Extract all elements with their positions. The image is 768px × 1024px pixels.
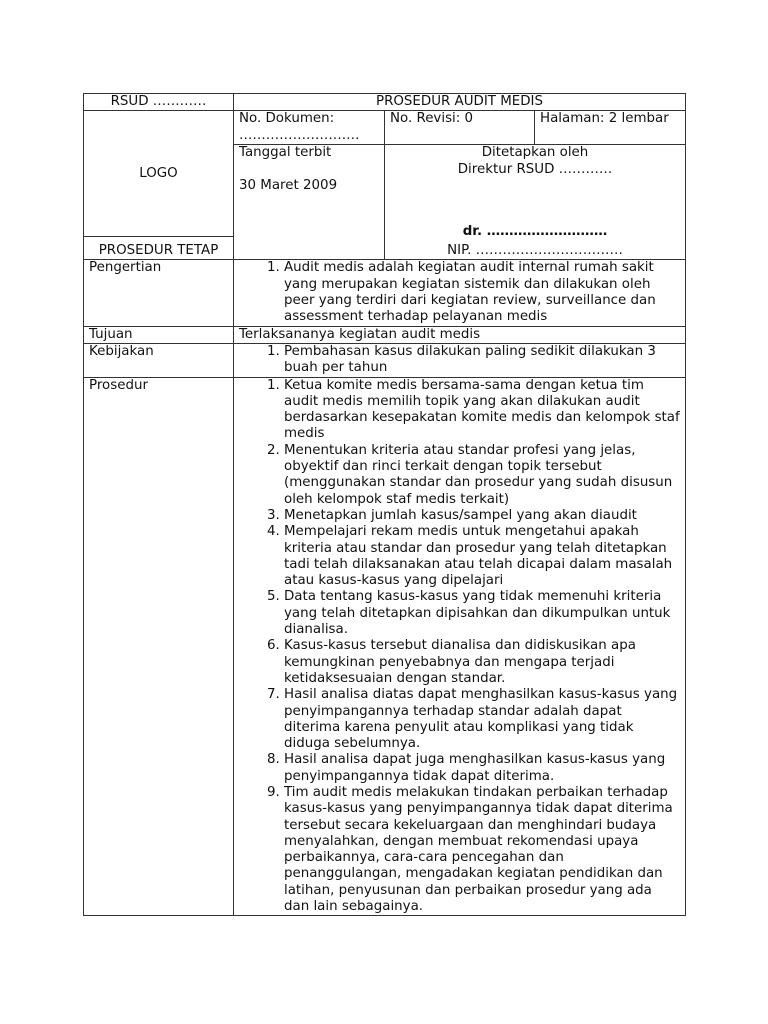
row-prosedur	[84, 377, 686, 916]
row-pengertian	[84, 260, 686, 326]
signature-name: dr. ………………………	[462, 223, 608, 239]
list-item: 8. Hasil analisa dapat juga menghasilkan kasus-kasus yang penyimpangannya tidak dapat diterima.	[284, 752, 680, 785]
procedure-type: PROSEDUR TETAP	[84, 237, 234, 260]
hospital-name-cell: RSUD …………	[84, 94, 234, 111]
list-item: 3. Menetapkan jumlah kasus/sampel yang akan diaudit	[284, 508, 680, 524]
sop-table	[83, 93, 686, 916]
list-item: 5. Data tentang kasus-kasus yang tidak memenuhi kriteria yang telah ditetapkan dipisahkan dan dikumpulkan untuk dianalisa.	[284, 589, 680, 638]
kebijakan-list	[239, 344, 680, 377]
row-kebijakan	[84, 343, 686, 377]
list-item: 4. Mempelajari rekam medis untuk mengetahui apakah kriteria atau standar dan prosedur yang telah ditetapkan tadi telah dilaksanakan atau telah dicapai dalam masalah atau kasus-kasus yang dipelajari	[284, 524, 680, 589]
row-tujuan	[84, 326, 686, 343]
list-item: 1. Audit medis adalah kegiatan audit internal rumah sakit yang merupakan kegiatan sistemik dan dilakukan oleh peer yang terdiri dari kegiatan review, surveillance dan assessment terhadap pelayanan medis	[284, 260, 680, 325]
header-row-title	[84, 94, 686, 111]
list-item: 1. Pembahasan kasus dilakukan paling sedikit dilakukan 3 buah per tahun	[284, 344, 680, 377]
section-label-kebijakan: Kebijakan	[84, 343, 234, 377]
section-content-prosedur	[234, 377, 686, 916]
section-label-prosedur: Prosedur	[84, 377, 234, 916]
section-content-tujuan: Terlaksananya kegiatan audit medis	[234, 326, 686, 343]
issue-date-label: Tanggal terbit	[239, 145, 332, 161]
section-content-pengertian	[234, 260, 686, 326]
page-count: Halaman: 2 lembar	[535, 111, 686, 145]
document-number: No. Dokumen: ………………………	[234, 111, 385, 145]
list-item: 7. Hasil analisa diatas dapat menghasilkan kasus-kasus yang penyimpangannya terhadap standar adalah dapat diterima karena penyulit atau komplikasi yang tidak diduga sebelumnya.	[284, 687, 680, 752]
revision-number: No. Revisi: 0	[385, 111, 535, 145]
director-title: Direktur RSUD …………	[457, 161, 613, 177]
pengertian-list	[239, 260, 680, 325]
list-item: 2. Menentukan kriteria atau standar profesi yang jelas, obyektif dan rinci terkait dengan topik tersebut (menggunakan standar dan prosedur yang sudah disusun oleh kelompok staf medis terkait)	[284, 443, 680, 508]
list-item: 9. Tim audit medis melakukan tindakan perbaikan terhadap kasus-kasus yang penyimpangannya tidak dapat diterima tersebut secara kekeluargaan dan menghindari budaya menyalahkan, dengan membuat rekomendasi upaya perbaikannya, cara-cara pencegahan dan penanggulangan, mengadakan kegiatan pendidikan dan latihan, penyusunan dan perbaikan prosedur yang ada dan lain sebagainya.	[284, 785, 680, 915]
section-content-kebijakan	[234, 343, 686, 377]
approval-cell	[385, 145, 686, 260]
list-item: 6. Kasus-kasus tersebut dianalisa dan didiskusikan apa kemungkinan penyebabnya dan mengapa terjadi ketidaksesuaian dengan standar.	[284, 638, 680, 687]
issue-date-cell	[234, 145, 385, 260]
section-label-pengertian: Pengertian	[84, 260, 234, 326]
logo-placeholder: LOGO	[84, 111, 234, 237]
nip-field: NIP. ……………………………	[447, 243, 623, 259]
document-title: PROSEDUR AUDIT MEDIS	[234, 94, 686, 111]
header-row-doc-info	[84, 111, 686, 145]
prosedur-list	[239, 378, 680, 916]
list-item: 1. Ketua komite medis bersama-sama dengan ketua tim audit medis memilih topik yang akan dilakukan audit berdasarkan kesepakatan komite medis dan kelompok staf medis	[284, 378, 680, 443]
approved-by-label: Ditetapkan oleh	[481, 145, 589, 161]
section-label-tujuan: Tujuan	[84, 326, 234, 343]
issue-date-value: 30 Maret 2009	[239, 177, 338, 193]
